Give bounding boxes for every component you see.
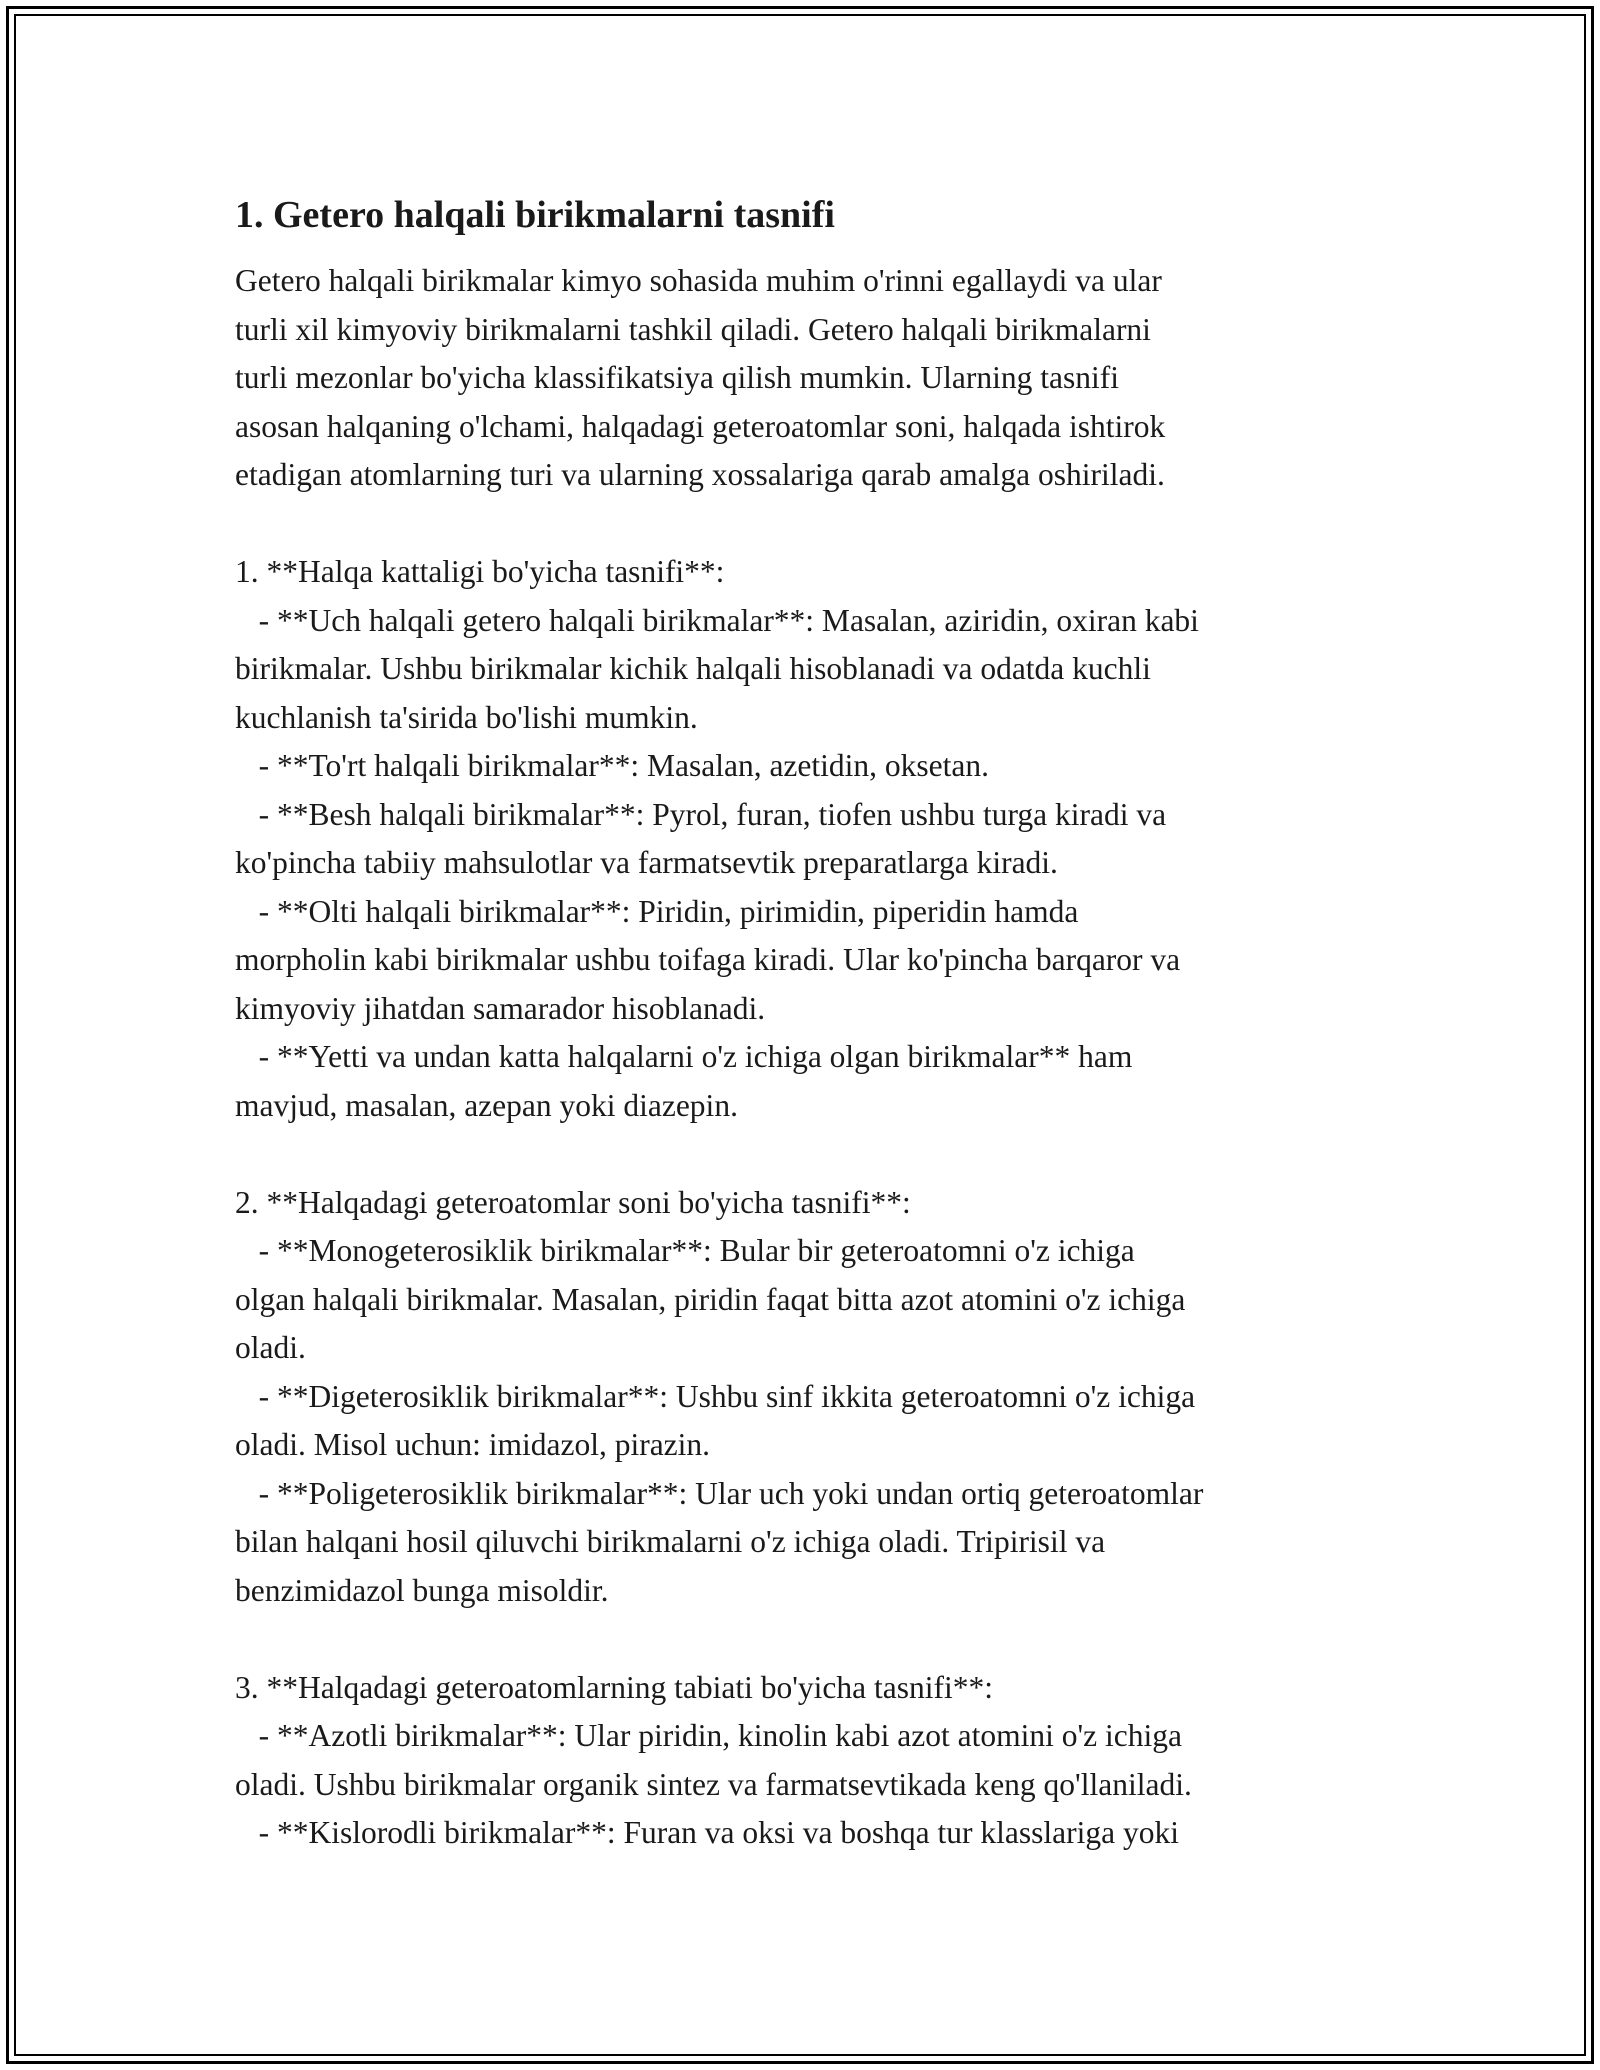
text-line: birikmalar. Ushbu birikmalar kichik halqali hisoblanadi va odatda kuchli bbox=[235, 651, 1151, 686]
text-line: - **Olti halqali birikmalar**: Piridin, pirimidin, piperidin hamda bbox=[235, 893, 1079, 929]
text-line: - **Kislorodli birikmalar**: Furan va oksi va boshqa tur klasslariga yoki bbox=[235, 1815, 1179, 1850]
text-line: morpholin kabi birikmalar ushbu toifaga kiradi. Ular ko'pincha barqaror va bbox=[235, 942, 1181, 977]
paragraph-gap bbox=[235, 500, 1375, 549]
text-line: - **Digeterosiklik birikmalar**: Ushbu sinf ikkita geteroatomni o'z ichiga bbox=[235, 1378, 1196, 1414]
text-line: oladi. Misol uchun: imidazol, pirazin. bbox=[235, 1427, 711, 1462]
text-line: bilan halqani hosil qiluvchi birikmalarni o'z ichiga oladi. Tripirisil va bbox=[235, 1524, 1106, 1559]
document-heading: 1. Getero halqali birikmalarni tasnifi bbox=[235, 194, 835, 236]
text-line: asosan halqaning o'lchami, halqadagi geteroatomlar soni, halqada ishtirok bbox=[235, 408, 1166, 444]
text-line: turli xil kimyoviy birikmalarni tashkil qiladi. Getero halqali birikmalarni bbox=[235, 311, 1151, 347]
text-line: benzimidazol bunga misoldir. bbox=[235, 1572, 609, 1608]
text-line: oladi. Ushbu birikmalar organik sintez va farmatsevtikada keng qo'llaniladi. bbox=[235, 1766, 1192, 1802]
text-line: ko'pincha tabiiy mahsulotlar va farmatsevtik preparatlarga kiradi. bbox=[235, 845, 1058, 880]
section-heteroatom-nature bbox=[235, 1664, 1375, 1858]
paragraph-gap bbox=[235, 1615, 1375, 1664]
paragraph-gap bbox=[235, 1130, 1375, 1179]
text-line: - **Besh halqali birikmalar**: Pyrol, furan, tiofen ushbu turga kiradi va bbox=[235, 796, 1167, 832]
text-line: - **To'rt halqali birikmalar**: Masalan, azetidin, oksetan. bbox=[235, 748, 990, 783]
text-line: kuchlanish ta'sirida bo'lishi mumkin. bbox=[235, 699, 698, 735]
text-line: - **Uch halqali getero halqali birikmalar**: Masalan, aziridin, oxiran kabi bbox=[235, 602, 1199, 638]
text-line: turli mezonlar bo'yicha klassifikatsiya qilish mumkin. Ularning tasnifi bbox=[235, 360, 1120, 395]
document-page bbox=[235, 185, 1375, 1858]
text-line: etadigan atomlarning turi va ularning xossalariga qarab amalga oshiriladi. bbox=[235, 457, 1165, 492]
text-line: Getero halqali birikmalar kimyo sohasida muhim o'rinni egallaydi va ular bbox=[235, 263, 1162, 298]
text-line: oladi. bbox=[235, 1330, 306, 1365]
text-line: kimyoviy jihatdan samarador hisoblanadi. bbox=[235, 990, 766, 1026]
text-line: - **Poligeterosiklik birikmalar**: Ular uch yoki undan ortiq geteroatomlar bbox=[235, 1475, 1204, 1511]
text-line: olgan halqali birikmalar. Masalan, piridin faqat bitta azot atomini o'z ichiga bbox=[235, 1281, 1186, 1317]
section-ring-size bbox=[235, 548, 1375, 1130]
section-title: 1. **Halqa kattaligi bo'yicha tasnifi**: bbox=[235, 554, 725, 589]
section-title: 3. **Halqadagi geteroatomlarning tabiati bo'yicha tasnifi**: bbox=[235, 1669, 993, 1705]
text-line: - **Azotli birikmalar**: Ular piridin, kinolin kabi azot atomini o'z ichiga bbox=[235, 1718, 1182, 1753]
text-line: - **Monogeterosiklik birikmalar**: Bular bir geteroatomni o'z ichiga bbox=[235, 1233, 1135, 1268]
section-heteroatom-count bbox=[235, 1179, 1375, 1616]
intro-paragraph bbox=[235, 257, 1375, 500]
text-line: mavjud, masalan, azepan yoki diazepin. bbox=[235, 1087, 738, 1123]
section-title: 2. **Halqadagi geteroatomlar soni bo'yicha tasnifi**: bbox=[235, 1184, 911, 1220]
text-line: - **Yetti va undan katta halqalarni o'z ichiga olgan birikmalar** ham bbox=[235, 1039, 1133, 1074]
